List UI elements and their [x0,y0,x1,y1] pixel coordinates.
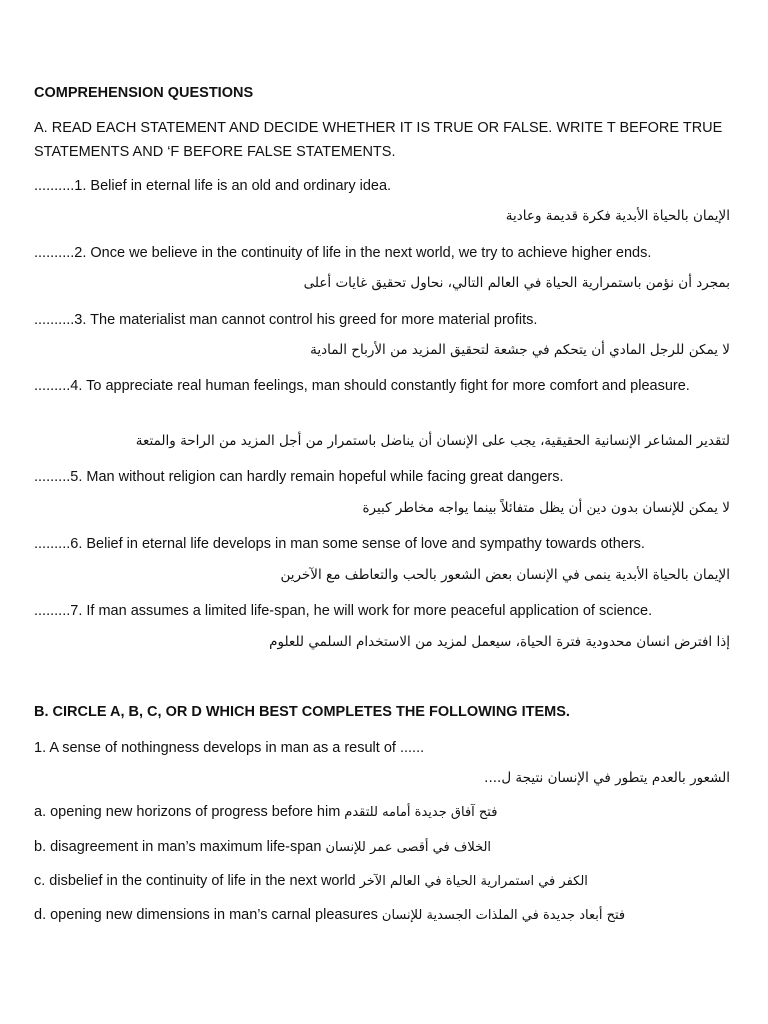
statement-6-arabic: الإيمان بالحياة الأبدية ينمى في الإنسان بعض الشعور بالحب والتعاطف مع الآخرين [280,567,730,583]
option-d-text: d. opening new dimensions in man’s carnal pleasures [34,907,378,923]
statement-1: ..........1. Belief in eternal life is an old and ordinary idea. [34,178,392,194]
option-b-text: b. disagreement in man’s maximum life-span [34,839,322,855]
statement-6: .........6. Belief in eternal life develops in man some sense of love and sympathy towards others. [34,536,645,552]
statement-2: ..........2. Once we believe in the continuity of life in the next world, we try to achieve higher ends. [34,245,652,261]
statement-4: .........4. To appreciate real human feelings, man should constantly fight for more comfort and pleasure. [34,378,690,394]
statement-7-arabic: إذا افترض انسان محدودية فترة الحياة، سيعمل لمزيد من الاستخدام السلمي للعلوم [269,634,730,650]
option-c[interactable] [34,870,588,893]
statement-7: .........7. If man assumes a limited life-span, he will work for more peaceful application of science. [34,603,653,619]
option-a[interactable] [34,801,497,824]
statement-5: .........5. Man without religion can hardly remain hopeful while facing great dangers. [34,469,564,485]
option-a-text: a. opening new horizons of progress before him [34,804,341,820]
option-c-arabic: الكفر في استمرارية الحياة في العالم الآخر [359,874,588,889]
statement-5-arabic: لا يمكن للإنسان بدون دين أن يظل متفائلاً بينما يواجه مخاطر كبيرة [362,500,730,516]
page-title: COMPREHENSION QUESTIONS [34,85,254,101]
section-a-instruction: A. READ EACH STATEMENT AND DECIDE WHETHER IT IS TRUE OR FALSE. WRITE T BEFORE TRUE STATEMENTS AND ‘F BEFORE FALSE STATEMENTS. [34,120,723,160]
option-d[interactable] [34,904,625,927]
section-b-instruction: B. CIRCLE A, B, C, OR D WHICH BEST COMPLETES THE FOLLOWING ITEMS. [34,704,570,720]
statement-3-arabic: لا يمكن للرجل المادي أن يتحكم في جشعة لتحقيق المزيد من الأرباح المادية [310,342,730,358]
question-1: 1. A sense of nothingness develops in man as a result of ...... [34,740,425,756]
option-b-arabic: الخلاف في أقصى عمر للإنسان [325,840,492,855]
option-c-text: c. disbelief in the continuity of life in the next world [34,873,356,889]
option-a-arabic: فتح آفاق جديدة أمامه للتقدم [344,805,498,820]
statement-1-arabic: الإيمان بالحياة الأبدية فكرة قديمة وعادية [505,208,730,224]
option-b[interactable] [34,836,491,859]
question-1-arabic: الشعور بالعدم يتطور في الإنسان نتيجة ل.... [484,770,730,786]
option-d-arabic: فتح أبعاد جديدة في الملذات الجسدية للإنسان [381,908,626,923]
statement-4-arabic: لتقدير المشاعر الإنسانية الحقيقية، يجب على الإنسان أن يناضل باستمرار من أجل المزيد من الراحة والمتعة [135,433,730,449]
statement-3: ..........3. The materialist man cannot control his greed for more material profits. [34,312,538,328]
statement-2-arabic: بمجرد أن نؤمن باستمرارية الحياة في العالم التالي، نحاول تحقيق غايات أعلى [303,275,730,291]
